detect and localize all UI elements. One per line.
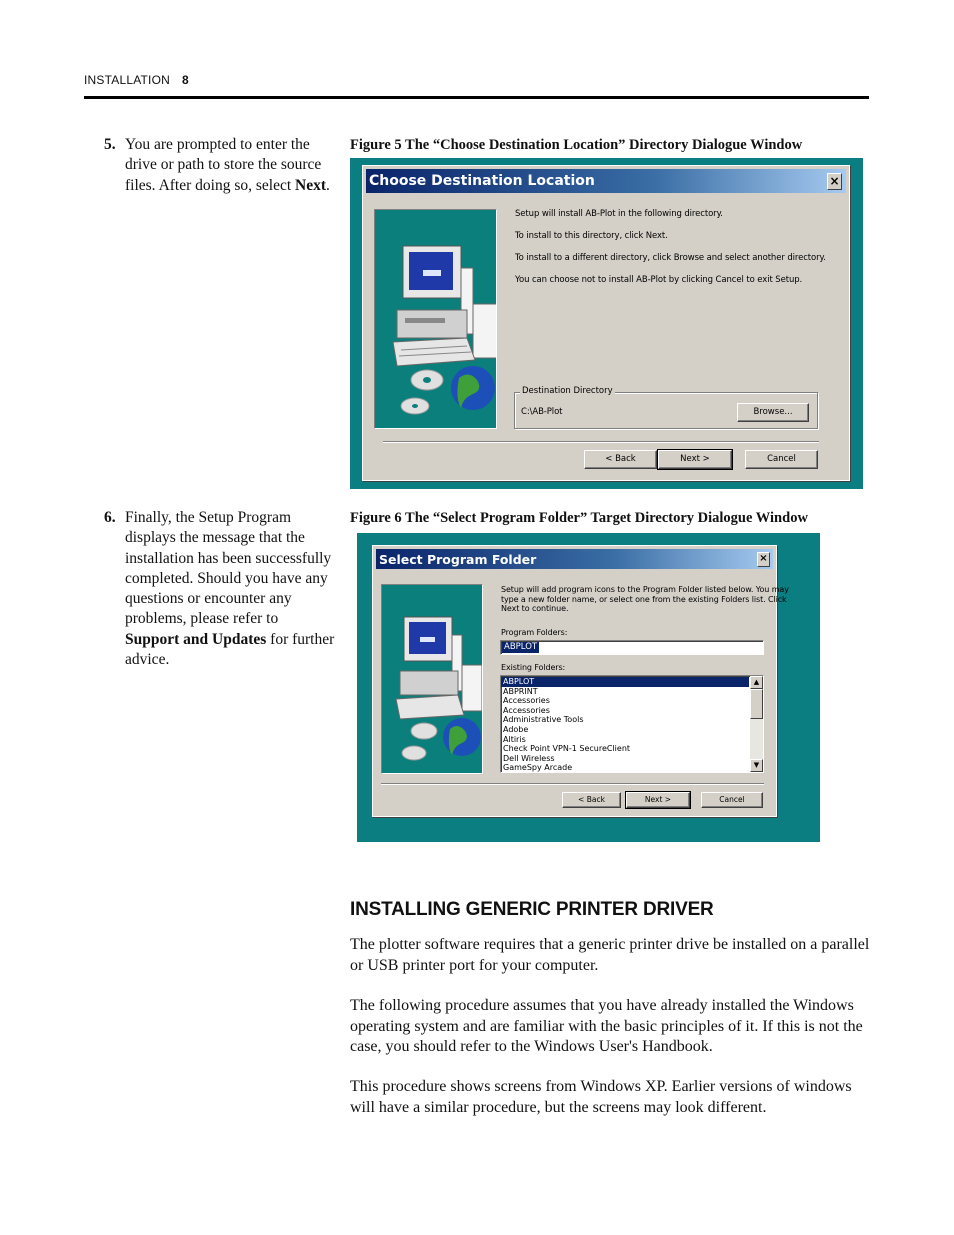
existing-folders-label: Existing Folders:	[501, 663, 566, 672]
page-number: 8	[182, 73, 189, 87]
section-paragraph: This procedure shows screens from Windows XP. Earlier versions of windows will have a similar procedure, but the screens may look different.	[350, 1078, 852, 1116]
folder-items	[501, 677, 749, 773]
close-button[interactable]: ×	[757, 552, 770, 567]
vertical-scrollbar[interactable]	[750, 676, 763, 772]
dialog-separator	[383, 441, 819, 443]
setup-computer-illustration	[381, 584, 483, 774]
dialog-message: To install to a different directory, click Browse and select another directory.	[515, 253, 826, 263]
figure-5-screenshot	[350, 158, 863, 489]
dialog-titlebar	[376, 549, 773, 569]
program-folder-input[interactable]	[500, 640, 764, 655]
step-number: 6.	[104, 509, 116, 526]
dialog-message: Setup will install AB-Plot in the following directory.	[515, 209, 723, 219]
dialog-message: To install to this directory, click Next.	[515, 231, 668, 241]
section-paragraph: The following procedure assumes that you have already installed the Windows operating system and are familiar with the basic principles of it. If this is not the case, you should refer to the Windows User's Handbook.	[350, 997, 863, 1056]
browse-button[interactable]: Browse...	[737, 403, 809, 422]
program-folders-label: Program Folders:	[501, 628, 568, 637]
next-button[interactable]: Next >	[626, 792, 690, 808]
dialog-separator	[381, 783, 764, 785]
folder-list-item[interactable]: Accessories	[503, 705, 550, 715]
message-line: type a new folder name, or select one from the existing Folders list. Click	[501, 594, 787, 604]
step-text-part: .	[326, 176, 330, 194]
message-line: Setup will add program icons to the Program Folder listed below. You may	[501, 585, 789, 594]
dialog-title: Select Program Folder	[379, 552, 537, 567]
group-label: Destination Directory	[522, 386, 613, 396]
back-button[interactable]: < Back	[562, 792, 621, 808]
dialog-message	[501, 585, 789, 614]
folder-list-item[interactable]: Dell Wireless	[503, 753, 555, 763]
folder-list-item[interactable]: ABPRINT	[503, 686, 538, 696]
step-5	[104, 135, 336, 196]
message-line: Next to continue.	[501, 604, 569, 614]
running-header-section: INSTALLATION	[84, 73, 170, 87]
scroll-down-icon[interactable]: ▼	[750, 759, 763, 772]
step-text-part: for further advice.	[125, 630, 335, 669]
figure-6-screenshot	[357, 533, 820, 842]
close-button[interactable]: ×	[827, 173, 842, 190]
folder-list-item[interactable]: Accessories	[503, 696, 550, 706]
scroll-up-icon[interactable]: ▲	[750, 676, 763, 689]
figure-6-caption: Figure 6 The “Select Program Folder” Target Directory Dialogue Window	[350, 510, 808, 526]
scroll-thumb[interactable]	[750, 689, 763, 719]
folder-list-item[interactable]: Adobe	[503, 724, 529, 734]
setup-computer-illustration	[374, 209, 497, 429]
program-folder-value: ABPLOT	[504, 642, 538, 652]
folder-list-item[interactable]: ABPLOT	[501, 677, 749, 687]
existing-folders-list[interactable]	[500, 675, 764, 773]
computer-cd-globe-icon	[382, 585, 482, 773]
section-heading: INSTALLING GENERIC PRINTER DRIVER	[350, 899, 714, 920]
folder-list-item[interactable]: Altiris	[503, 734, 526, 744]
section-paragraph: The plotter software requires that a generic printer drive be installed on a parallel or USB printer port for your computer.	[350, 936, 870, 974]
dialog-message: You can choose not to install AB-Plot by clicking Cancel to exit Setup.	[515, 275, 803, 285]
choose-destination-dialog	[362, 165, 850, 481]
step-number: 5.	[104, 136, 116, 153]
destination-path: C:\AB-Plot	[521, 407, 563, 417]
computer-cd-globe-icon	[375, 210, 496, 428]
cancel-button[interactable]: Cancel	[701, 792, 763, 808]
step-bold-term: Support and Updates	[125, 630, 267, 648]
step-text-part: You are prompted to enter the drive or path to store the source files. After doing so, select	[125, 136, 322, 194]
select-program-folder-dialog	[372, 545, 789, 817]
dialog-titlebar	[366, 169, 846, 193]
folder-list-item[interactable]: Check Point VPN-1 SecureClient	[503, 744, 631, 754]
step-bold-term: Next	[295, 176, 327, 194]
folder-list-item[interactable]: GameSpy Arcade	[503, 763, 573, 773]
step-text	[125, 135, 336, 196]
cancel-button[interactable]: Cancel	[745, 450, 818, 469]
destination-directory-group	[514, 386, 818, 429]
step-6	[104, 508, 336, 670]
header-rule	[84, 96, 869, 99]
step-text-part: Finally, the Setup Program displays the message that the installation has been successfully completed. Should you have any questions or encounter any problems, please refer to	[125, 509, 332, 628]
next-button[interactable]: Next >	[658, 450, 732, 469]
dialog-title: Choose Destination Location	[369, 173, 595, 189]
back-button[interactable]: < Back	[584, 450, 657, 469]
folder-list-item[interactable]: Administrative Tools	[503, 715, 584, 725]
step-text	[125, 508, 336, 670]
figure-5-caption: Figure 5 The “Choose Destination Location” Directory Dialogue Window	[350, 137, 803, 153]
